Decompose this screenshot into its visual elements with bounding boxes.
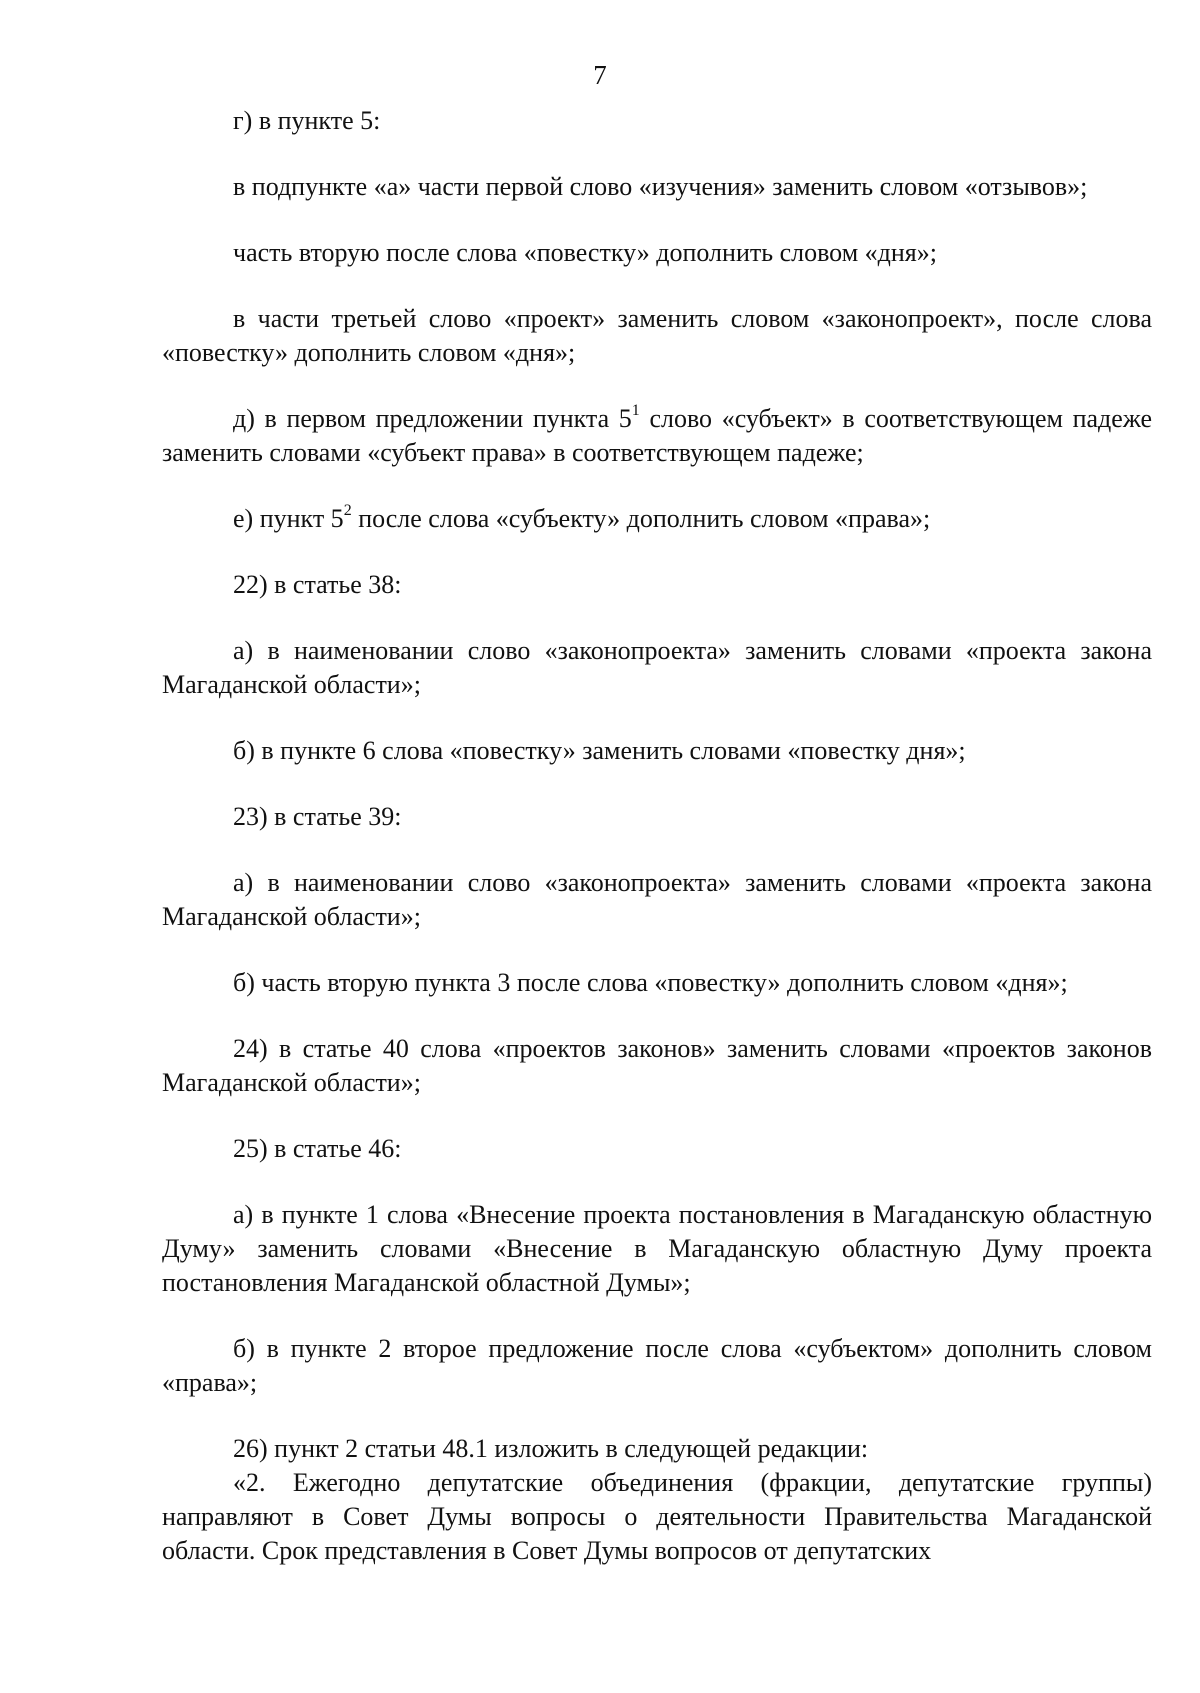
paragraph-22-a: а) в наименовании слово «законопроекта» заменить словами «проекта закона Магаданской области»; <box>162 636 1152 699</box>
paragraph-g-point-5: г) в пункте 5: <box>233 106 381 135</box>
paragraph-25-b: б) в пункте 2 второе предложение после слова «субъектом» дополнить словом «права»; <box>162 1334 1152 1397</box>
paragraph-part-two: часть вторую после слова «повестку» дополнить словом «дня»; <box>233 238 937 267</box>
paragraph-quoted-point-2: «2. Ежегодно депутатские объединения (фракции, депутатские группы) направляют в Совет Думы вопросы о деятельности Правительства Магаданской области. Срок представления в Совет Думы вопросов от депутатских <box>162 1468 1152 1565</box>
document-body <box>162 104 1152 1568</box>
paragraph-item-23: 23) в статье 39: <box>233 802 402 831</box>
paragraph-subpoint-a: в подпункте «а» части первой слово «изучения» заменить словом «отзывов»; <box>233 172 1088 201</box>
superscript: 2 <box>343 502 352 520</box>
paragraph-item-22: 22) в статье 38: <box>233 570 402 599</box>
superscript: 1 <box>631 402 640 420</box>
paragraph-part-three: в части третьей слово «проект» заменить словом «законопроект», после слова «повестку» дополнить словом «дня»; <box>162 304 1152 367</box>
paragraph-item-25: 25) в статье 46: <box>233 1134 402 1163</box>
page-number: 7 <box>593 60 607 90</box>
paragraph-d-point-5-1: д) в первом предложении пункта $5^1$ слово «субъект» в соответствующем падеже заменить словами «субъект права» в соответствующем падеже; <box>162 402 1152 467</box>
paragraph-item-24: 24) в статье 40 слова «проектов законов» заменить словами «проектов законов Магаданской области»; <box>162 1034 1152 1097</box>
paragraph-23-a: а) в наименовании слово «законопроекта» заменить словами «проекта закона Магаданской области»; <box>162 868 1152 931</box>
paragraph-e-point-5-2: е) пункт $5^2$ после слова «субъекту» дополнить словом «права»; <box>233 502 931 533</box>
paragraph-25-a: а) в пункте 1 слова «Внесение проекта постановления в Магаданскую областную Думу» заменить словами «Внесение в Магаданскую областную Думу проекта постановления Магаданской областной Думы»; <box>162 1200 1152 1297</box>
paragraph-22-b: б) в пункте 6 слова «повестку» заменить словами «повестку дня»; <box>233 736 966 765</box>
paragraph-23-b: б) часть вторую пункта 3 после слова «повестку» дополнить словом «дня»; <box>233 968 1068 997</box>
paragraph-item-26: 26) пункт 2 статьи 48.1 изложить в следующей редакции: <box>233 1434 869 1463</box>
